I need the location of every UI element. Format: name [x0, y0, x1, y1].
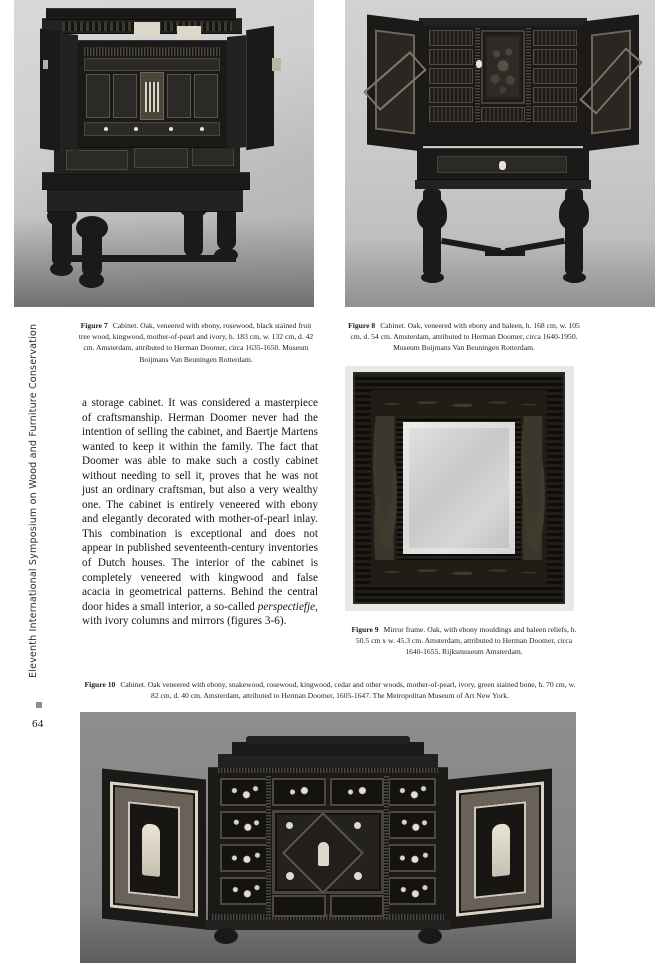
figure-10-label: Figure 10: [84, 680, 116, 689]
running-head: Eleventh International Symposium on Wood and Furniture Conservation: [28, 323, 39, 678]
figure-8-label: Figure 8: [348, 321, 376, 330]
body-paragraph: [82, 396, 318, 629]
figure-9-image: [345, 366, 574, 611]
figure-7-caption: Figure 7 Cabinet. Oak, veneered with ebony, rosewood, black stained fruit tree wood, kingwood, mother-of-pearl and ivory, h. 183 cm, w. 132 cm, d. 42 cm. Amsterdam, attributed to Herman Doomer, circa 1635-1650. Museum Boijmans Van Beuningen Rotterdam.: [78, 321, 314, 364]
figure-9-label: Figure 9: [351, 625, 379, 634]
figure-8-caption: Figure 8 Cabinet. Oak, veneered with ebony and baleen, h. 168 cm, w. 105 cm, d. 54 cm. Amsterdam, attributed to Herman Doomer, circa 1640-1950. Museum Boijmans Van Beuningen Rotterdam.: [348, 321, 580, 353]
figure-10-image: [80, 712, 576, 963]
italic-term: perspectiefje: [257, 600, 316, 613]
body-text-part-1: a storage cabinet. It was considered a masterpiece of craftsmanship. Herman Doomer never had the intention of selling the cabinet, and Baertje Martens wanted to keep it within the family. The fact that Doomer was able to make such a costly cabinet without needing to sell it, proves that he was not just an ordinary craftsman, but also a very wealthy one. The cabinet is entirely veneered with ebony and elegantly decorated with mother-of-pearl inlay. This combination is exceptional and does not appear in published seventeenth-century inventories of Dutch houses. The interior of the cabinet is completely veneered with kingwood and false acacia in geometrical patterns. Behind the central door hides a small interior, a so-called: [82, 397, 318, 613]
figure-8-image: [345, 0, 655, 307]
body-text-part-2: , with ivory columns and mirrors (figures 3-6).: [82, 600, 318, 628]
figure-7-label: Figure 7: [80, 321, 108, 330]
figure-10-caption: Figure 10 Cabinet. Oak veneered with ebony, snakewood, rosewood, kingwood, cedar and other woods, mother-of-pearl, ivory, green stained bone, h. 70 cm, w. 82 cm, d. 40 cm. Amsterdam, attributed to Herman Doomer, 1605-1647. The Metropolitan Museum of Art New York.: [84, 680, 576, 701]
page-number: 64: [32, 718, 44, 730]
figure-7-image: [14, 0, 314, 307]
folio-marker-square: [36, 702, 42, 708]
figure-9-caption: Figure 9 Mirror frame. Oak, with ebony mouldings and baleen reliefs, h. 50.5 cm x w. 45.3 cm. Amsterdam, attributed to Herman Doomer, circa 1640-1655. Rijksmuseum Amsterdam.: [351, 625, 577, 657]
